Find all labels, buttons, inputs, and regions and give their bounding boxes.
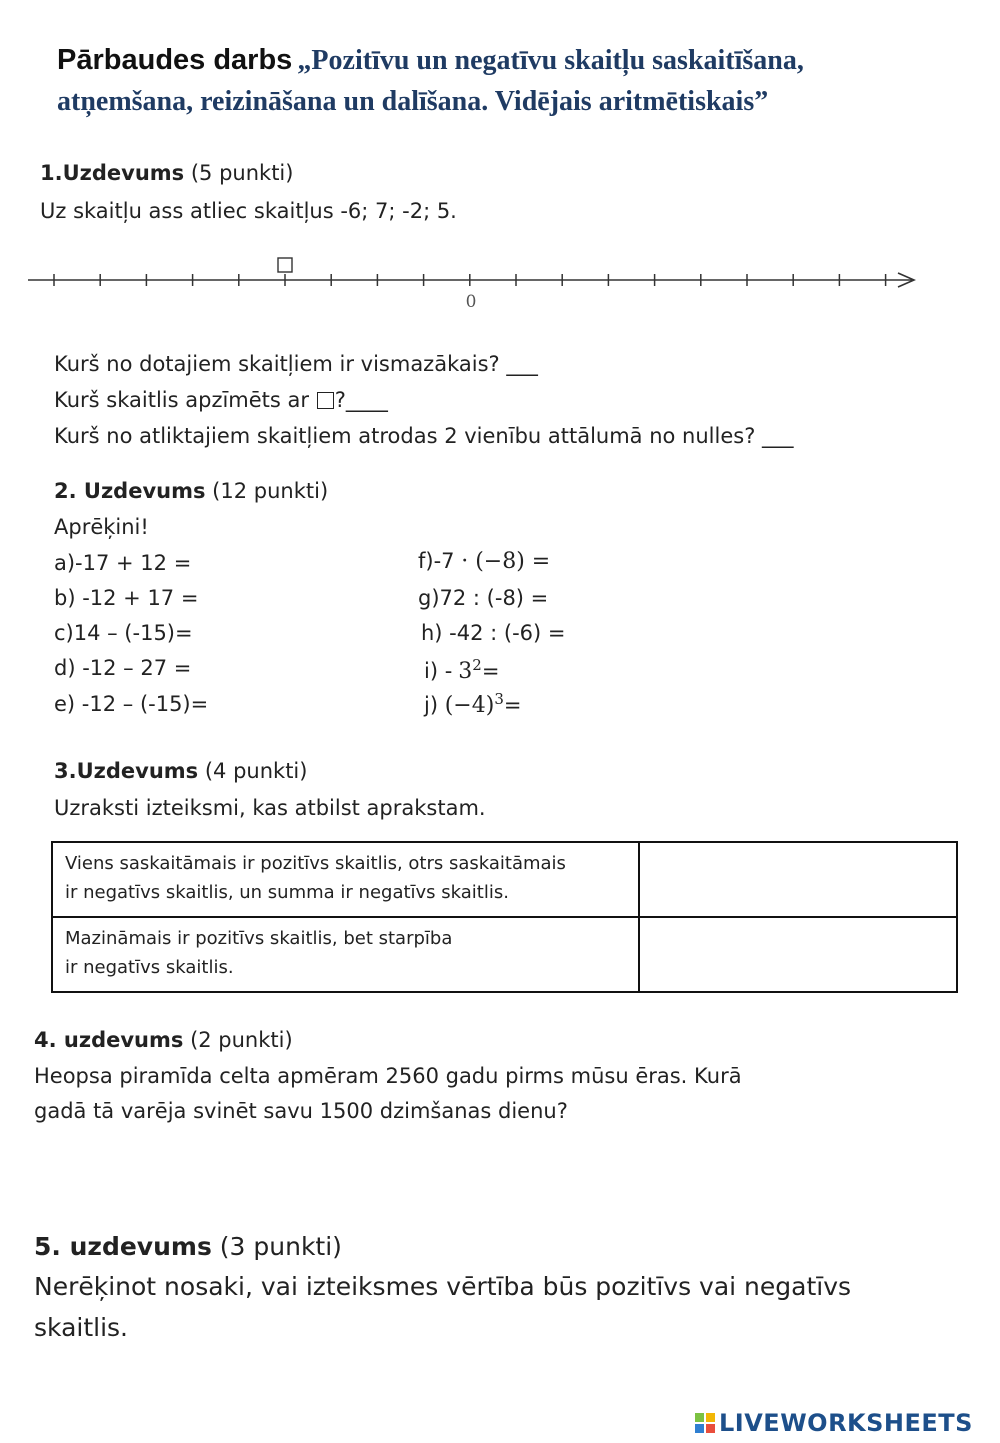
- zero-label: 0: [465, 292, 477, 312]
- exercise-i-label: i) -: [424, 659, 453, 683]
- task1-question2: [54, 388, 388, 412]
- task5-heading: 5. uzdevums: [34, 1232, 212, 1261]
- task3-heading-line: [54, 759, 307, 783]
- task1-question1: Kurš no dotajiem skaitļiem ir vismazākais? ___: [54, 352, 538, 376]
- task2-instruction: Aprēķini!: [54, 515, 149, 539]
- exercise-i: [424, 656, 499, 684]
- task3-row1-line2: ir negatīvs skaitlis, un summa ir negatīvs skaitlis.: [65, 882, 509, 903]
- title-lead: Pārbaudes darbs: [57, 44, 293, 76]
- exercise-d: d) -12 – 27 =: [54, 656, 192, 680]
- logo-text: LIVEWORKSHEETS: [719, 1409, 973, 1437]
- logo-square-yellow: [706, 1413, 715, 1422]
- exercise-b: b) -12 + 17 =: [54, 586, 199, 610]
- task5-line1: Nerēķinot nosaki, vai izteiksmes vērtība būs pozitīvs vai negatīvs: [34, 1272, 852, 1301]
- exercise-j-label: j): [424, 693, 439, 717]
- task3-table: [51, 841, 958, 993]
- title-topic-line1: „Pozitīvu un negatīvu skaitļu saskaitīšana,: [297, 45, 804, 76]
- task4-points: (2 punkti): [190, 1028, 293, 1052]
- answer-square-marker[interactable]: [278, 258, 292, 272]
- task2-heading-line: [54, 479, 328, 503]
- number-line: [0, 250, 1000, 320]
- task3-row2-description: [52, 917, 639, 992]
- task3-row2-line2: ir negatīvs skaitlis.: [65, 957, 234, 978]
- exercise-f: [418, 549, 550, 574]
- task1-question2-blank: ?____: [334, 388, 388, 412]
- exercise-g: g)72 : (-8) =: [418, 586, 549, 610]
- task5-line2: skaitlis.: [34, 1313, 128, 1342]
- task3-row2-line1: Mazināmais ir pozitīvs skaitlis, bet starpība: [65, 928, 453, 949]
- task3-heading: 3.Uzdevums: [54, 759, 199, 783]
- task5-points: (3 punkti): [219, 1232, 342, 1261]
- task1-heading: 1.Uzdevums: [40, 161, 185, 185]
- exercise-f-expression: · (−8) =: [461, 549, 551, 574]
- task5-heading-line: [34, 1232, 342, 1261]
- exercise-f-label: f)-7: [418, 549, 455, 573]
- logo-square-green: [695, 1413, 704, 1422]
- task4-heading: 4. uzdevums: [34, 1028, 184, 1052]
- task2-points: (12 punkti): [212, 479, 329, 503]
- logo-square-blue: [695, 1424, 704, 1433]
- table-row: [52, 917, 957, 992]
- title-topic-line2: atņemšana, reizināšana un dalīšana. Vidējais aritmētiskais”: [57, 86, 769, 117]
- logo-mark-icon: [695, 1413, 715, 1433]
- task2-heading: 2. Uzdevums: [54, 479, 206, 503]
- exercise-e: e) -12 – (-15)=: [54, 692, 209, 716]
- exercise-j-exponent: 3: [494, 690, 504, 708]
- task3-row1-line1: Viens saskaitāmais ir pozitīvs skaitlis, otrs saskaitāmais: [65, 853, 566, 874]
- exercise-i-equals: =: [481, 659, 500, 683]
- exercise-i-base: 3: [458, 659, 473, 684]
- task1-question3: Kurš no atliktajiem skaitļiem atrodas 2 vienību attālumā no nulles? ___: [54, 424, 794, 448]
- task3-row1-description: [52, 842, 639, 917]
- task3-instruction: Uzraksti izteiksmi, kas atbilst aprakstam.: [54, 796, 486, 820]
- exercise-i-exponent: 2: [472, 656, 482, 674]
- task1-question2-text: Kurš skaitlis apzīmēts ar: [54, 388, 310, 412]
- task4-line1: Heopsa piramīda celta apmēram 2560 gadu pirms mūsu ēras. Kurā: [34, 1064, 742, 1088]
- exercise-j: [424, 690, 521, 718]
- exercise-h: h) -42 : (-6) =: [421, 621, 566, 645]
- task1-points: (5 punkti): [190, 161, 294, 185]
- liveworksheets-logo[interactable]: [695, 1406, 973, 1440]
- task4-line2: gadā tā varēja svinēt savu 1500 dzimšanas dienu?: [34, 1099, 568, 1123]
- task3-points: (4 punkti): [204, 759, 308, 783]
- task3-row2-answer-field[interactable]: [639, 917, 957, 992]
- task3-row1-answer-field[interactable]: [639, 842, 957, 917]
- page-title: [57, 44, 804, 77]
- task1-instruction: Uz skaitļu ass atliec skaitļus -6; 7; -2; 5.: [40, 199, 457, 223]
- task4-heading-line: [34, 1028, 293, 1052]
- table-row: [52, 842, 957, 917]
- exercise-j-equals: =: [503, 693, 522, 717]
- exercise-a: a)-17 + 12 =: [54, 551, 192, 575]
- exercise-c: c)14 – (-15)=: [54, 621, 193, 645]
- task1-heading-line: [40, 161, 293, 185]
- square-icon: [317, 392, 334, 409]
- logo-square-red: [706, 1424, 715, 1433]
- exercise-j-base: (−4): [444, 693, 495, 718]
